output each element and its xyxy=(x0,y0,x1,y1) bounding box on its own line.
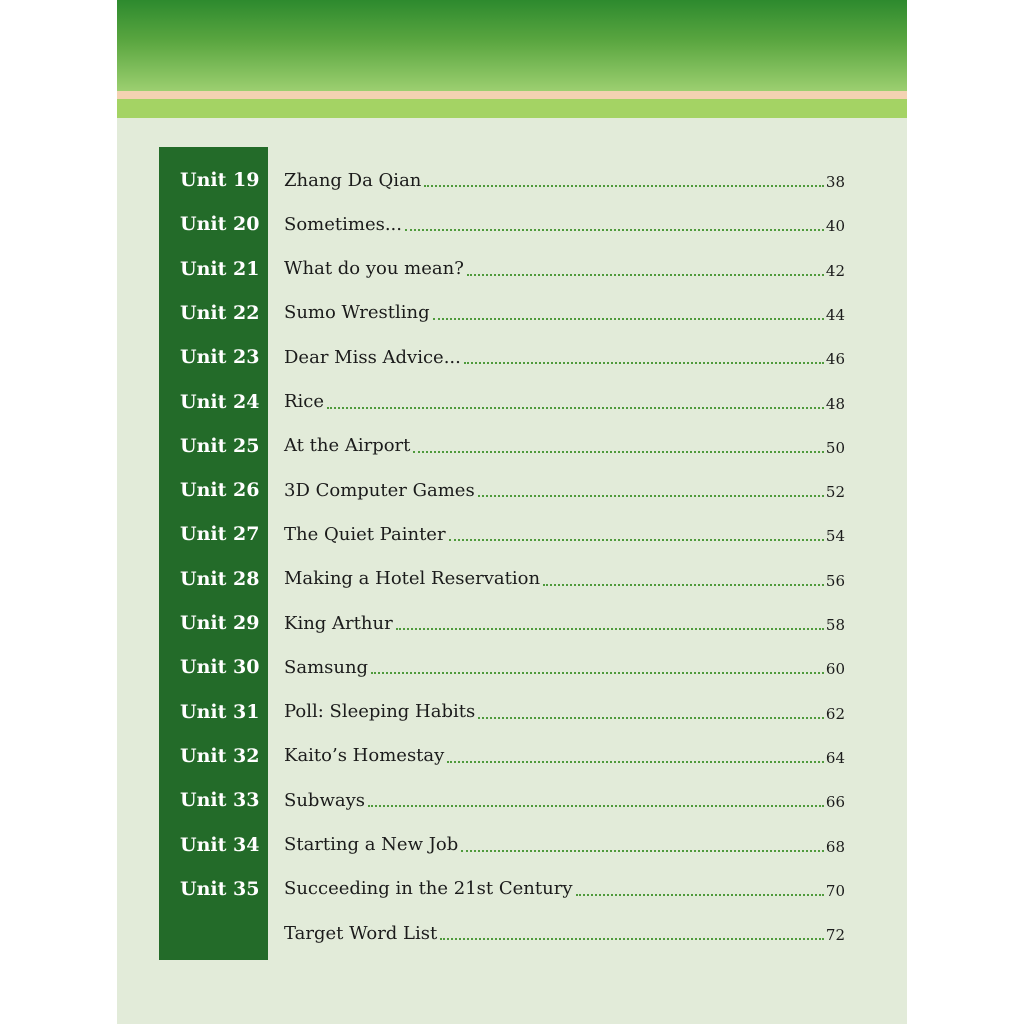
toc-row xyxy=(159,387,845,417)
unit-number: Unit 28 xyxy=(180,567,260,590)
entry-title: Samsung xyxy=(284,656,369,678)
dot-leader xyxy=(405,227,824,231)
dot-leader xyxy=(371,670,824,674)
page-number: 46 xyxy=(825,350,845,369)
toc-entry xyxy=(284,475,845,505)
unit-number: Unit 30 xyxy=(180,656,260,679)
entry-title: Starting a New Job xyxy=(284,834,459,855)
page-number: 70 xyxy=(825,881,845,900)
entry-title: Zhang Da Qian xyxy=(284,169,422,191)
toc-row xyxy=(159,874,845,904)
dot-leader xyxy=(424,183,824,187)
page-number: 64 xyxy=(825,748,845,767)
dot-leader xyxy=(478,493,824,497)
dot-leader xyxy=(413,449,824,453)
toc-entry xyxy=(284,652,845,682)
toc-row xyxy=(159,342,845,372)
toc-row xyxy=(159,741,845,771)
toc-row xyxy=(159,830,845,860)
unit-number: Unit 33 xyxy=(180,789,260,812)
dot-leader xyxy=(447,759,824,763)
toc-row xyxy=(159,652,845,682)
toc-row xyxy=(159,254,845,284)
entry-title: Succeeding in the 21st Century xyxy=(284,878,573,900)
unit-number: Unit 34 xyxy=(180,833,260,856)
header-light-green-stripe xyxy=(117,99,907,118)
dot-leader xyxy=(433,316,824,320)
unit-number: Unit 31 xyxy=(180,700,260,723)
header-green-band xyxy=(117,0,907,91)
toc-row xyxy=(159,475,845,505)
toc-row xyxy=(159,165,845,195)
entry-title: Making a Hotel Reservation xyxy=(284,568,541,590)
entry-title: 3D Computer Games xyxy=(284,479,475,501)
page-number: 40 xyxy=(825,217,845,236)
dot-leader xyxy=(368,803,824,807)
dot-leader xyxy=(576,892,824,896)
page-number: 58 xyxy=(825,616,845,634)
toc-row xyxy=(159,564,845,594)
toc-entry xyxy=(284,608,845,638)
dot-leader xyxy=(478,715,824,719)
toc-row xyxy=(159,697,845,727)
toc-entry xyxy=(284,785,845,815)
page-number: 38 xyxy=(825,173,845,191)
entry-title: Sumo Wrestling xyxy=(284,302,430,324)
page-number: 72 xyxy=(825,926,845,945)
toc-row xyxy=(159,298,845,328)
toc-entry xyxy=(284,830,845,860)
page-number: 50 xyxy=(825,438,845,457)
dot-leader xyxy=(396,626,824,630)
toc-entry xyxy=(284,209,845,239)
entry-title: Target Word List xyxy=(284,922,438,944)
unit-number: Unit 27 xyxy=(180,523,260,546)
page-number: 68 xyxy=(825,837,845,856)
toc-row xyxy=(159,785,845,815)
entry-title: Rice xyxy=(284,391,325,412)
toc-entry xyxy=(284,298,845,328)
toc-row xyxy=(159,209,845,239)
page-number: 44 xyxy=(825,305,845,324)
toc-row xyxy=(159,918,845,948)
unit-number: Unit 26 xyxy=(180,479,260,502)
page-number: 42 xyxy=(825,261,845,280)
unit-number: Unit 20 xyxy=(180,213,260,236)
entry-title: Sometimes... xyxy=(284,213,403,235)
page-number: 54 xyxy=(825,527,845,546)
toc-entry xyxy=(284,874,845,904)
entry-title: At the Airport xyxy=(284,435,411,457)
entry-title: Dear Miss Advice... xyxy=(284,346,461,368)
toc-entry xyxy=(284,519,845,549)
dot-leader xyxy=(449,537,824,541)
unit-number: Unit 25 xyxy=(180,434,260,457)
unit-number xyxy=(180,918,268,948)
dot-leader xyxy=(461,848,824,852)
page-number: 48 xyxy=(825,394,845,413)
dot-leader xyxy=(543,582,824,586)
toc-entry xyxy=(284,387,845,417)
page-number: 56 xyxy=(825,571,845,590)
dot-leader xyxy=(327,405,824,409)
toc-row xyxy=(159,608,845,638)
dot-leader xyxy=(464,360,824,364)
unit-number: Unit 22 xyxy=(180,301,260,324)
toc-row xyxy=(159,431,845,461)
toc-entry xyxy=(284,254,845,284)
entry-title: The Quiet Painter xyxy=(284,523,446,545)
entry-title: King Arthur xyxy=(284,612,393,634)
toc-entry xyxy=(284,431,845,461)
entry-title: Subways xyxy=(284,789,365,811)
unit-number: Unit 23 xyxy=(180,346,260,369)
page-number: 60 xyxy=(825,660,845,679)
page-number: 52 xyxy=(825,483,845,502)
toc-entry xyxy=(284,697,845,727)
toc-entry xyxy=(284,165,845,195)
toc-entry xyxy=(284,918,845,948)
dot-leader xyxy=(467,272,824,276)
entry-title: Poll: Sleeping Habits xyxy=(284,701,476,723)
unit-number: Unit 21 xyxy=(180,257,260,280)
toc-entry xyxy=(284,741,845,771)
unit-number: Unit 19 xyxy=(180,169,260,191)
entry-title: What do you mean? xyxy=(284,258,464,280)
dot-leader xyxy=(440,936,824,940)
toc-entry xyxy=(284,342,845,372)
unit-number: Unit 29 xyxy=(180,612,260,634)
toc-row xyxy=(159,519,845,549)
book-page xyxy=(117,0,907,1024)
unit-number: Unit 35 xyxy=(180,877,260,900)
toc-entry xyxy=(284,564,845,594)
header-peach-stripe xyxy=(117,91,907,99)
page-number: 62 xyxy=(825,704,845,723)
unit-number: Unit 24 xyxy=(180,390,260,413)
unit-number: Unit 32 xyxy=(180,744,260,767)
page-number: 66 xyxy=(825,793,845,812)
entry-title: Kaito’s Homestay xyxy=(284,745,445,767)
